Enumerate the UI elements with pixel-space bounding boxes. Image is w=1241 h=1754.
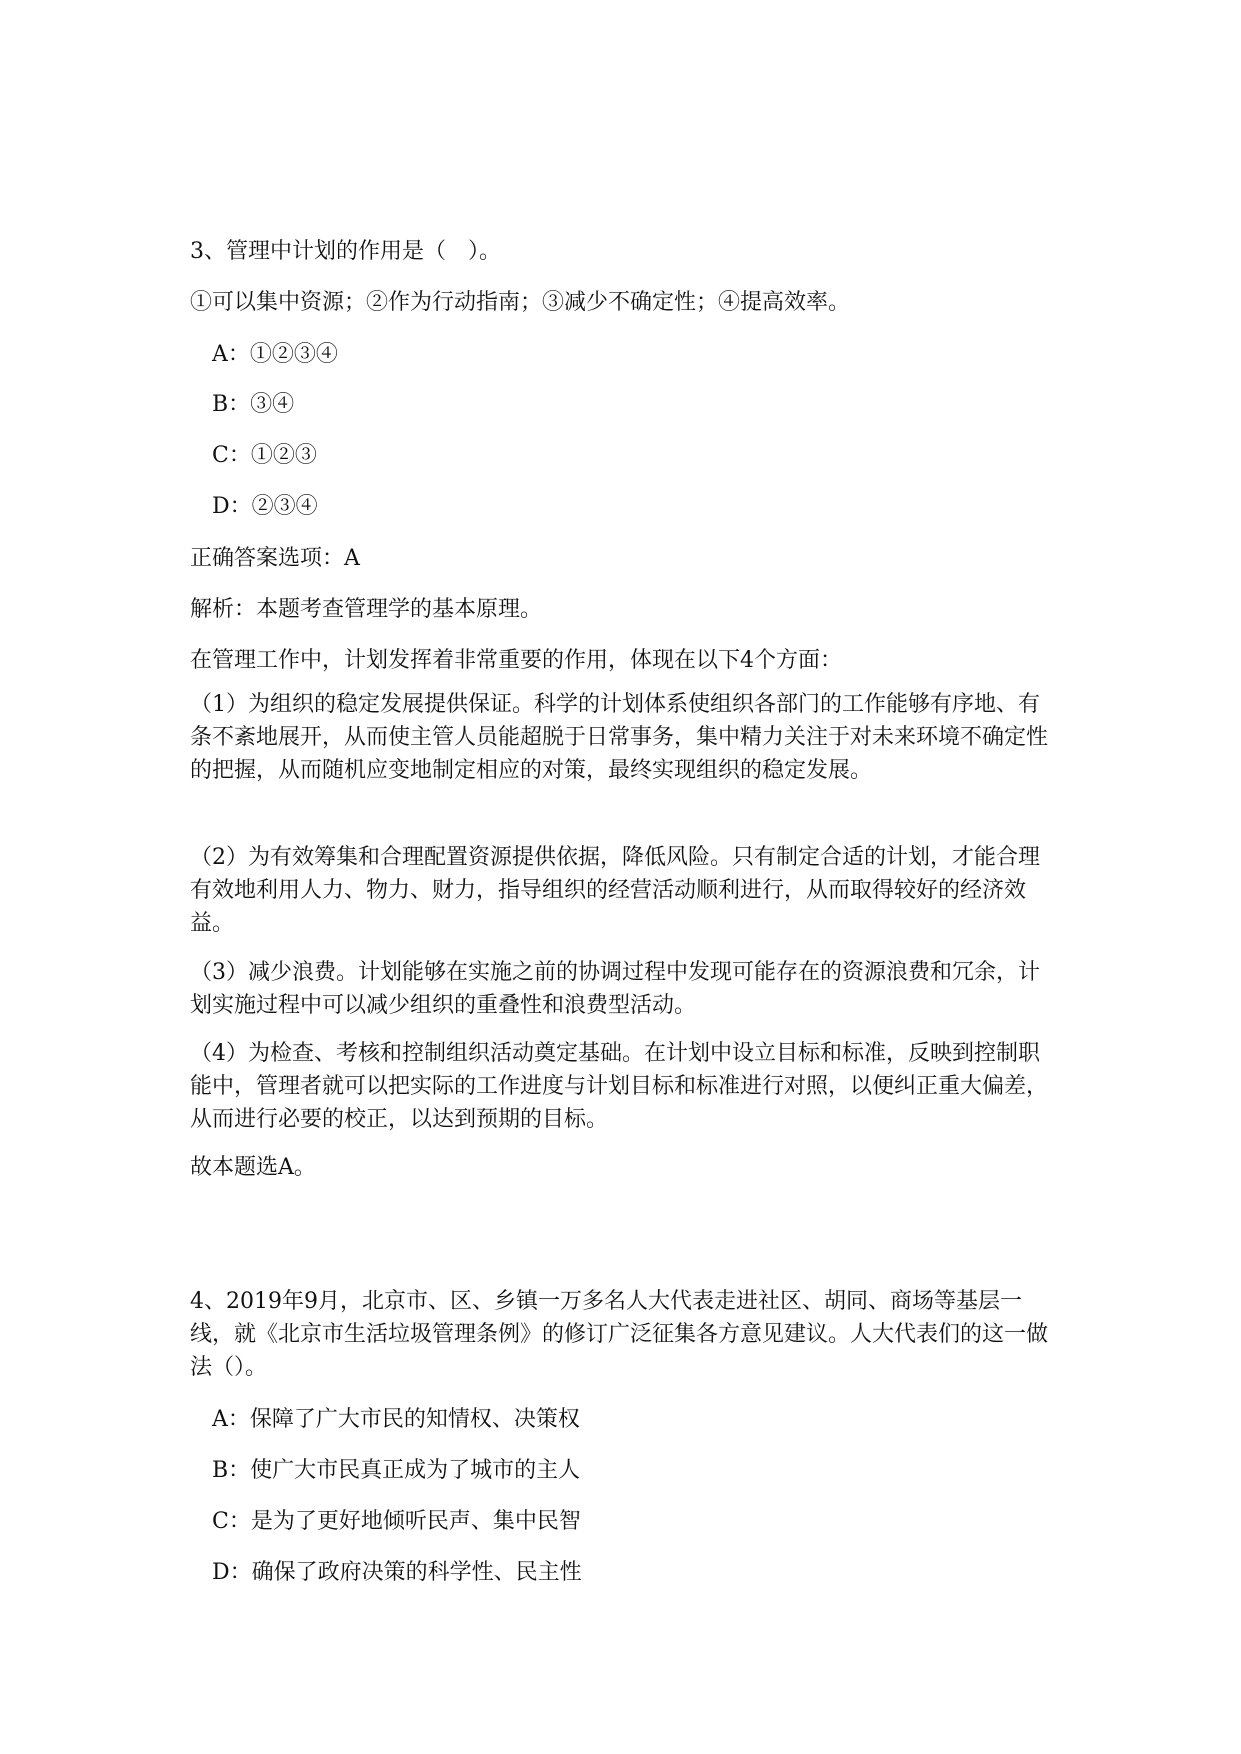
question-4-option-d: D：确保了政府决策的科学性、民主性 xyxy=(212,1560,582,1585)
question-4-option-c: C：是为了更好地倾听民声、集中民智 xyxy=(212,1509,581,1534)
question-3-point-2: （2）为有效筹集和合理配置资源提供依据，降低风险。只有制定合适的计划，才能合理有效地利用人力、物力、财力，指导组织的经营活动顺利进行，从而取得较好的经济效益。 xyxy=(190,845,1040,936)
question-4-option-a: A：保障了广大市民的知情权、决策权 xyxy=(212,1407,580,1432)
question-3-point-4: （4）为检查、考核和控制组织活动奠定基础。在计划中设立目标和标准，反映到控制职能中，管理者就可以把实际的工作进度与计划目标和标准进行对照，以便纠正重大偏差，从而进行必要的校正，以达到预期的目标。 xyxy=(190,1041,1049,1132)
question-3-point-3: （3）减少浪费。计划能够在实施之前的协调过程中发现可能存在的资源浪费和冗余，计划实施过程中可以减少组织的重叠性和浪费型活动。 xyxy=(190,960,1040,1018)
question-3-option-b: B：③④ xyxy=(212,392,295,417)
question-3-statements: ①可以集中资源；②作为行动指南；③减少不确定性；④提高效率。 xyxy=(190,290,851,315)
question-3-option-c: C：①②③ xyxy=(212,443,317,468)
question-3-analysis-lead: 在管理工作中，计划发挥着非常重要的作用，体现在以下4个方面： xyxy=(190,648,842,673)
question-3-analysis-intro: 解析：本题考查管理学的基本原理。 xyxy=(190,597,543,622)
question-4-stem: 4、2019年9月，北京市、区、乡镇一万多名人大代表走进社区、胡同、商场等基层一线，就《北京市生活垃圾管理条例》的修订广泛征集各方意见建议。人大代表们的这一做法（）。 xyxy=(190,1289,1049,1380)
question-4-option-b: B：使广大市民真正成为了城市的主人 xyxy=(212,1458,581,1483)
question-3-stem: 3、管理中计划的作用是（ ）。 xyxy=(190,239,501,264)
question-3-option-d: D：②③④ xyxy=(212,494,318,519)
question-3-option-a: A：①②③④ xyxy=(212,342,338,367)
question-3-point-1: （1）为组织的稳定发展提供保证。科学的计划体系使组织各部门的工作能够有序地、有条不紊地展开，从而使主管人员能超脱于日常事务，集中精力关注于对未来环境不确定性的把握，从而随机应变地制定相应的对策，最终实现组织的稳定发展。 xyxy=(190,692,1049,783)
question-3-answer: 正确答案选项：A xyxy=(190,546,360,571)
question-3-conclusion: 故本题选A。 xyxy=(190,1155,316,1180)
